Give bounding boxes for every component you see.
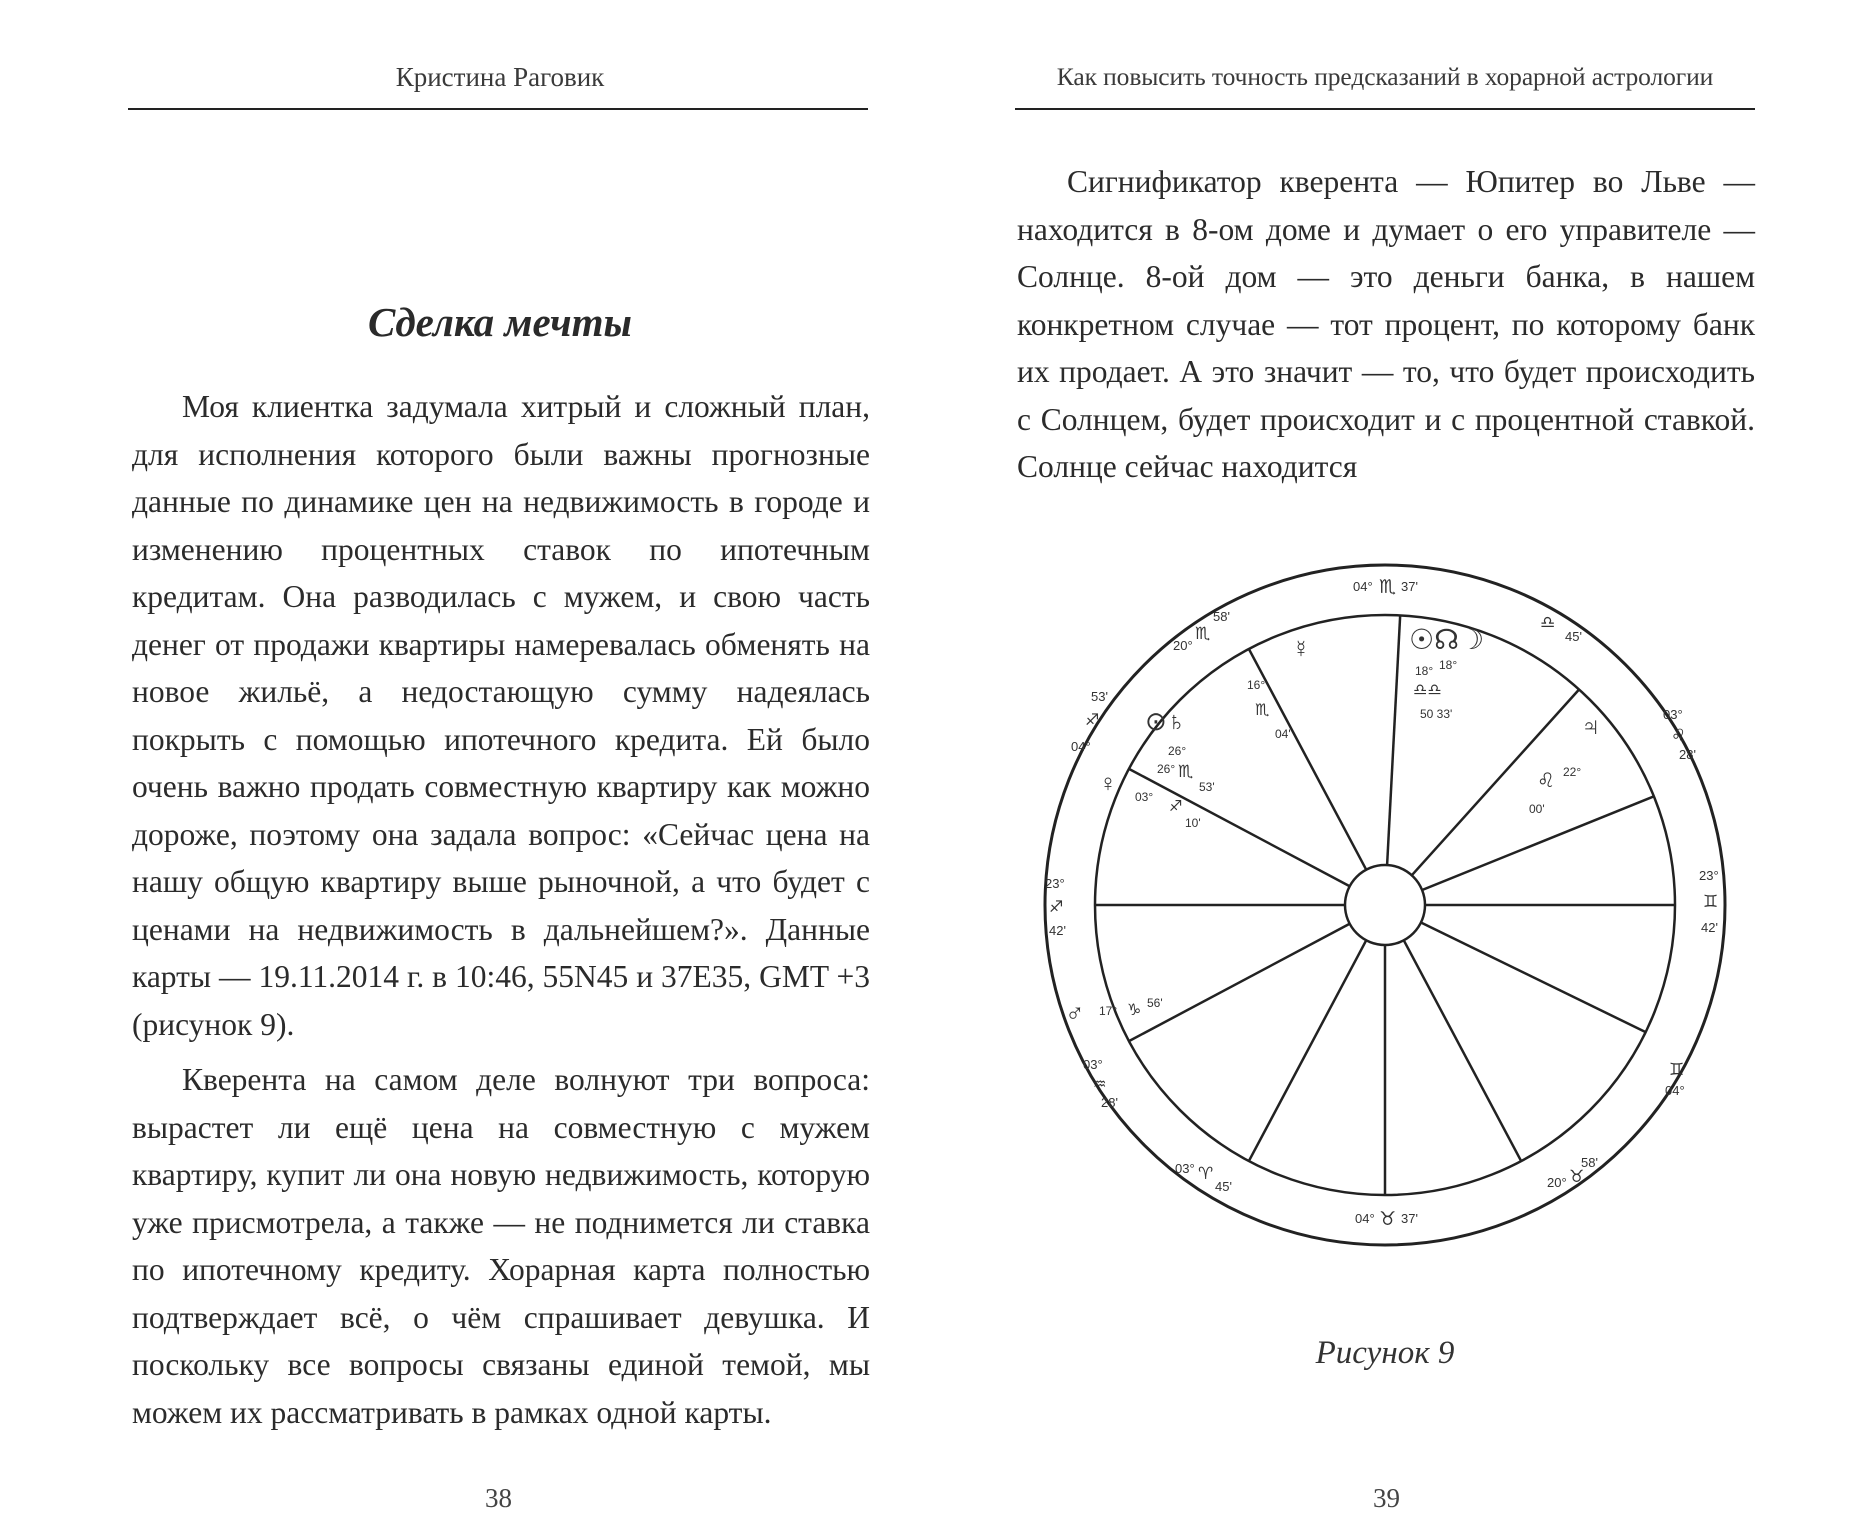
cusp-5 xyxy=(1665,1060,1685,1098)
cusp-sign: ♒ xyxy=(1093,1076,1107,1093)
page-number: 39 xyxy=(1373,1483,1400,1513)
cusp-minutes: 45' xyxy=(1565,629,1582,644)
cusp-sign: ♎ xyxy=(1540,613,1556,632)
cusp-11 xyxy=(1071,689,1108,754)
cusp-minutes: 42' xyxy=(1701,920,1718,935)
mercury-icon: ☿ xyxy=(1292,636,1310,663)
left-body-text xyxy=(132,383,870,1436)
cusp-3 xyxy=(1663,707,1696,762)
cusp-minutes: 28' xyxy=(1679,747,1696,762)
planet-minutes: 10' xyxy=(1185,816,1201,830)
planet-sign: ♌ xyxy=(1537,770,1555,792)
header-rule xyxy=(128,108,868,110)
cusp-minutes: 42' xyxy=(1049,923,1066,938)
cusp-degree: 23° xyxy=(1699,868,1719,883)
mars-icon: ♂ xyxy=(1065,998,1085,1028)
planet-minutes: 50 33' xyxy=(1420,707,1453,721)
cusp-sign: ♐ xyxy=(1049,899,1064,916)
running-head-author: Кристина Раговик xyxy=(395,62,605,92)
cusp-degree: 20° xyxy=(1173,638,1193,653)
right-body-text xyxy=(1017,158,1755,491)
planet-sign: ♎♎ xyxy=(1413,682,1442,699)
cusp-minutes: 58' xyxy=(1213,609,1230,624)
house-cusp-line xyxy=(1249,649,1366,870)
planet-sign: ♏ xyxy=(1255,702,1270,719)
cusp-9 xyxy=(1083,1057,1118,1110)
cusp-degree: 23° xyxy=(1045,876,1065,891)
cusp-sign: ♈ xyxy=(1198,1164,1214,1183)
mercury-group xyxy=(1247,636,1310,741)
saturn-sun-group xyxy=(1145,706,1215,794)
planet-degree: 26° xyxy=(1168,744,1187,758)
cusp-sign: ♏ xyxy=(1379,577,1397,598)
house-cusp-line xyxy=(1387,615,1400,865)
page-number: 38 xyxy=(485,1483,512,1513)
paragraph: Сигнификатор кверента — Юпитер во Льве — находится в 8-ом доме и думает о его управителе — Солнце. 8-ой дом — это деньги банка, в нашем конкретном случае — тот процент, по которому банк их продает. А это значит — то, что будет происходить с Солнцем, будет происходит и с процентной ставкой. Солнце сейчас находится xyxy=(1017,164,1755,484)
house-cusp-line xyxy=(1421,923,1646,1033)
sun-node-moon-glyphs: ☉☊☽ xyxy=(1409,624,1485,655)
cusp-sign: ♏ xyxy=(1195,624,1211,643)
cusp-degree: 04° xyxy=(1353,579,1373,594)
cusp-minutes: 53' xyxy=(1091,689,1108,704)
house-cusp-line xyxy=(1404,940,1521,1161)
horary-chart-figure xyxy=(1035,555,1735,1255)
house-cusp-line xyxy=(1129,769,1350,886)
paragraph: Кверента на самом деле волнуют три вопроса: вырастет ли ещё цена на совместную с мужем квартиру, купит ли она новую недвижимость, которую уже присмотрела, а также — не поднимется ли ставка по ипотечному кредиту. Хорарная карта полностью подтверждает всё, о чём спрашивает девушка. И поскольку все вопросы связаны единой темой, мы можем их рассматривать в рамках одной карты. xyxy=(132,1062,870,1430)
saturn-sun-glyphs: ⊙♄ xyxy=(1145,706,1187,736)
house-cusp-line xyxy=(1129,924,1350,1041)
planet-sign: ♑ xyxy=(1127,1002,1142,1019)
cusp-minutes: 58' xyxy=(1581,1155,1598,1170)
house-cusp-line xyxy=(1249,940,1366,1161)
planet-degree: 16° xyxy=(1247,678,1266,692)
cusp-degree: 03° xyxy=(1175,1161,1195,1176)
cusp-sign: ♊ xyxy=(1669,1060,1685,1079)
cusp-degree: 20° xyxy=(1547,1175,1567,1190)
horary-chart xyxy=(1035,555,1735,1255)
center-circle xyxy=(1345,865,1425,945)
cusp-10 xyxy=(1045,876,1066,938)
figure-caption: Рисунок 9 xyxy=(1315,1335,1455,1371)
planet-sign: ♐ xyxy=(1169,798,1183,815)
planet-degree: 18° xyxy=(1415,664,1434,678)
jupiter-icon: ♃ xyxy=(1581,711,1601,741)
header-rule xyxy=(1015,108,1755,110)
cusp-minutes: 28' xyxy=(1101,1095,1118,1110)
jupiter-group xyxy=(1529,711,1601,816)
planets xyxy=(1065,624,1601,1028)
cusp-6 xyxy=(1547,1155,1598,1190)
sun-node-moon-group xyxy=(1409,624,1484,721)
cusp-degree: 03° xyxy=(1663,707,1683,722)
cusp-degree: 04° xyxy=(1071,739,1091,754)
running-head-book-title: Как повысить точность предсказаний в хорарной астрологии xyxy=(1056,62,1714,91)
cusp-degree: 04° xyxy=(1665,1083,1685,1098)
planet-degree: 26° xyxy=(1157,762,1176,776)
cusp-minutes: 37' xyxy=(1401,579,1418,594)
cusp-sign: ♉ xyxy=(1569,1167,1585,1186)
cusp-degree: 03° xyxy=(1083,1057,1103,1072)
cusp-sign: ♊ xyxy=(1703,892,1719,911)
cusp-sign: ♉ xyxy=(1379,1209,1397,1230)
cusp-sign: ♐ xyxy=(1085,712,1100,729)
planet-degree: 18° xyxy=(1439,658,1458,672)
cusp-sign: ♌ xyxy=(1671,726,1687,745)
planet-minutes: 53' xyxy=(1199,780,1215,794)
mars-group xyxy=(1065,996,1163,1028)
right-page xyxy=(935,0,1871,1535)
cusp-minutes: 45' xyxy=(1215,1179,1232,1194)
planet-degree: 03° xyxy=(1135,790,1154,804)
planet-degree: 22° xyxy=(1563,765,1582,779)
planet-minutes: 04' xyxy=(1275,727,1291,741)
cusp-2 xyxy=(1540,613,1582,644)
cusp-4 xyxy=(1699,868,1719,935)
planet-minutes: 56' xyxy=(1147,996,1163,1010)
planet-minutes: 00' xyxy=(1529,802,1545,816)
cusp-7 xyxy=(1355,1209,1418,1230)
left-page xyxy=(0,0,935,1535)
cusp-minutes: 37' xyxy=(1401,1211,1418,1226)
section-title: Сделка мечты xyxy=(367,299,633,345)
planet-sign: ♏ xyxy=(1178,762,1194,781)
paragraph: Моя клиентка задумала хитрый и сложный план, для исполнения которого были важны прогнозные данные по динамике цен на недвижимость в городе и изменению процентных ставок по ипотечным кредитам. Она разводилась с мужем, и свою часть денег от продажи квартиры намеревалась обменять на новое жильё, а недостающую сумму надеялась покрыть с помощью ипотечного кредита. Ей было очень важно продать совместную квартиру как можно дороже, поэтому она задала вопрос: «Сейчас цена на нашу общую квартиру выше рыночной, а что будет с ценами на недвижимость в дальнейшем?». Данные карты — 19.11.2014 г. в 10:46, 55N45 и 37E35, GMT +3 (рисунок 9). xyxy=(132,389,870,1042)
planet-degree: 17° xyxy=(1099,1004,1118,1018)
cusp-degree: 04° xyxy=(1355,1211,1375,1226)
venus-icon: ♀ xyxy=(1099,770,1117,797)
cusp-1 xyxy=(1353,577,1418,598)
